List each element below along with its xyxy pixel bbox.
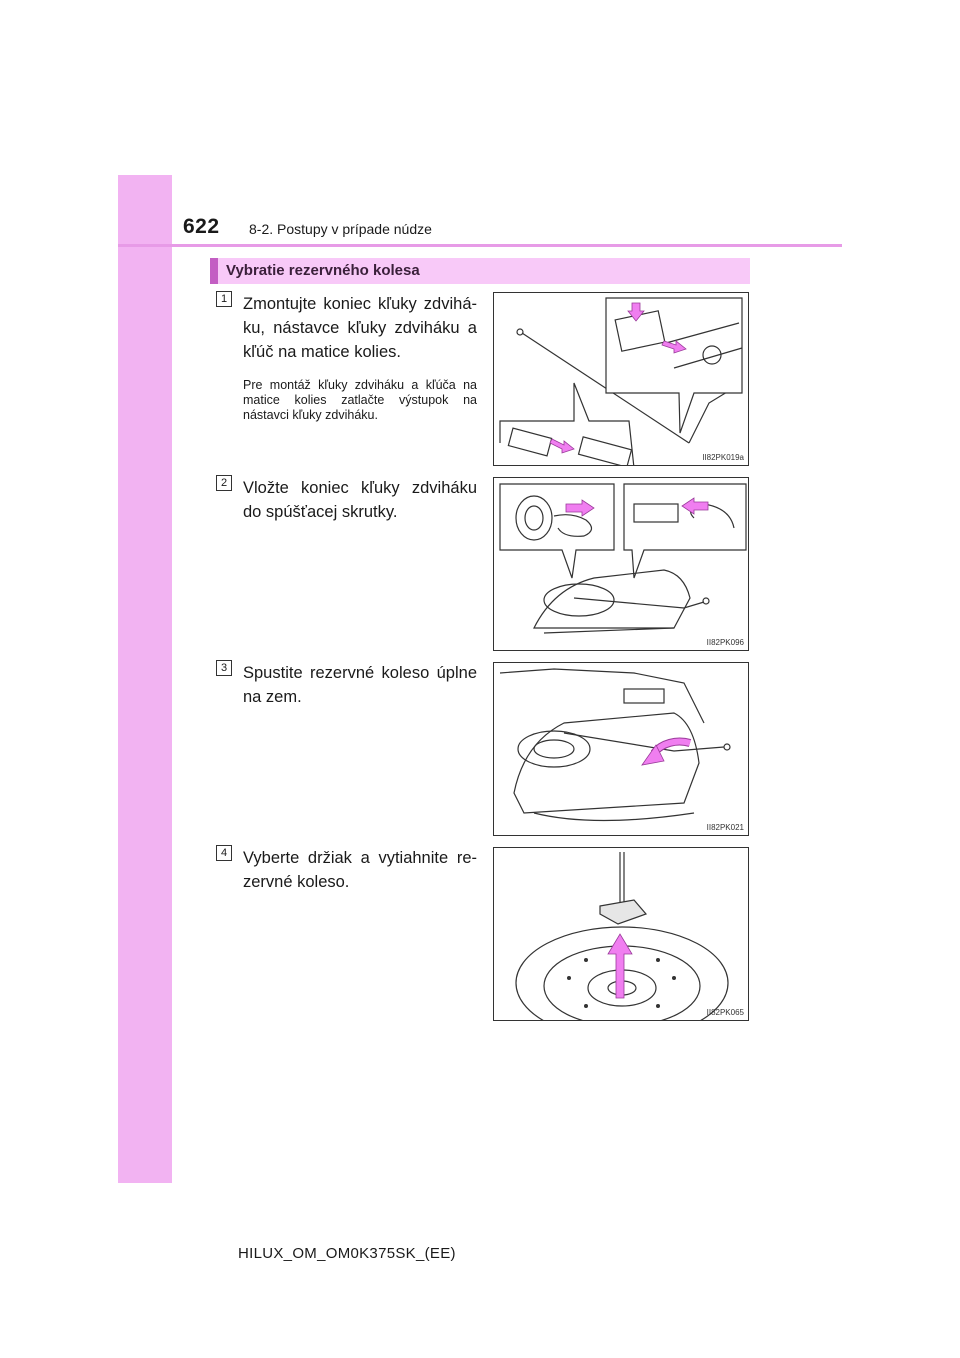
figure-code-4: II82PK065: [706, 1008, 744, 1017]
page-number: 622: [183, 215, 220, 238]
remove-holder-illustration: [494, 848, 749, 1021]
step-number-4: 4: [216, 845, 232, 861]
step-number-1: 1: [216, 291, 232, 307]
figure-remove-holder: [493, 847, 749, 1021]
step-note-1: Pre montáž kľuky zdviháku a kľúča na matice kolies zatlačte výstupok na nástavci kľuky zdviháku.: [243, 378, 477, 422]
step-text-2: Vložte koniec kľuky zdviháku do spúšťacej skrutky.: [243, 479, 477, 521]
insert-handle-illustration: [494, 478, 749, 651]
section-side-tab: [118, 175, 172, 1183]
step-text-4: Vyberte držiak a vytiahnite re-zervné koleso.: [243, 849, 477, 891]
section-heading: [210, 258, 750, 284]
section-title: Vybratie rezervného kolesa: [226, 262, 420, 279]
step-text-1: Zmontujte koniec kľuky zdvihá-ku, nástavce kľuky zdviháku a kľúč na matice kolies.: [243, 295, 477, 361]
jack-handle-illustration: [494, 293, 749, 466]
figure-jack-handle-assembly: [493, 292, 749, 466]
chapter-title: 8-2. Postupy v prípade núdze: [249, 221, 432, 237]
figure-insert-handle: [493, 477, 749, 651]
figure-code-3: II82PK021: [706, 823, 744, 832]
document-footer: HILUX_OM_OM0K375SK_(EE): [238, 1245, 456, 1262]
figure-code-1: II82PK019a: [702, 453, 744, 462]
figure-lower-spare-wheel: [493, 662, 749, 836]
step-number-2: 2: [216, 475, 232, 491]
figure-code-2: II82PK096: [706, 638, 744, 647]
lower-spare-wheel-illustration: [494, 663, 749, 836]
step-text-3: Spustite rezervné koleso úplne na zem.: [243, 664, 477, 706]
header-divider: [118, 244, 842, 247]
step-number-3: 3: [216, 660, 232, 676]
